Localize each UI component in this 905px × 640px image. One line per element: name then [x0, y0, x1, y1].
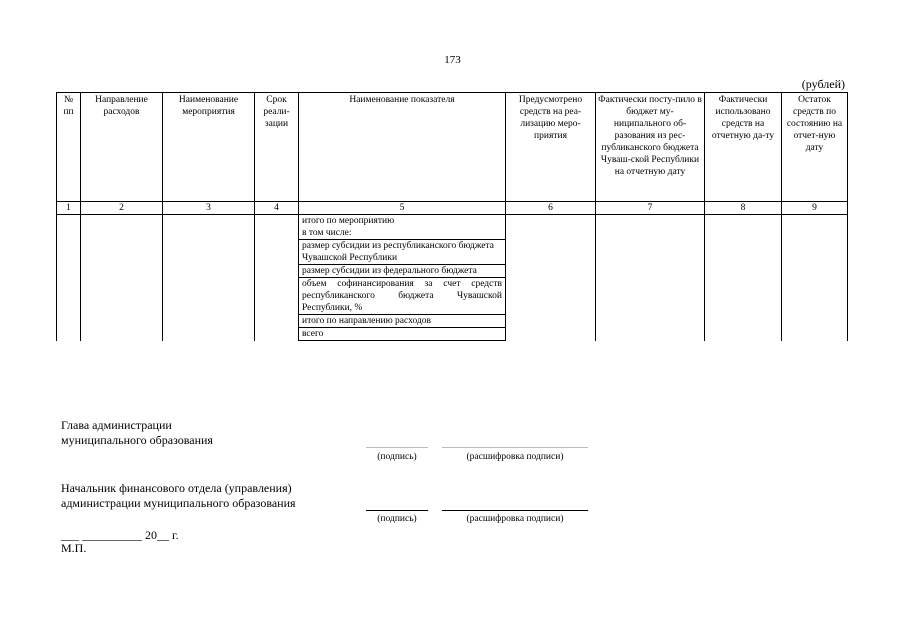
col-header-used: Фактически использовано средств на отчетную да-ту — [705, 93, 782, 202]
decoding-line — [442, 447, 588, 448]
col-number: 6 — [506, 202, 596, 215]
col-header-direction: Направление расходов — [81, 93, 163, 202]
col-header-number: № пп — [57, 93, 81, 202]
header-row — [57, 93, 848, 202]
signature-caption: (подпись) — [377, 452, 417, 462]
finance-title-line2: администрации муниципального образования — [61, 496, 296, 510]
col-number: 8 — [705, 202, 782, 215]
empty-cell — [57, 215, 81, 341]
signature-line — [366, 447, 428, 448]
col-header-planned: Предусмотрено средств на реа-лизацию меро-приятия — [506, 93, 596, 202]
col-number: 4 — [255, 202, 299, 215]
column-number-row — [57, 202, 848, 215]
col-number: 5 — [299, 202, 506, 215]
empty-cell — [596, 215, 705, 341]
indicator-federal-subsidy: размер субсидии из федерального бюджета — [299, 265, 506, 278]
signature-line — [366, 510, 428, 511]
decoding-caption: (расшифровка подписи) — [466, 514, 564, 524]
page-number: 173 — [444, 54, 461, 66]
indicator-total-event: итого по мероприятию — [299, 215, 506, 228]
table-row — [57, 215, 848, 228]
signature-caption: (подпись) — [377, 514, 417, 524]
empty-cell — [163, 215, 255, 341]
finance-title-line1: Начальник финансового отдела (управления) — [61, 481, 292, 495]
finance-title — [61, 481, 296, 511]
indicator-including: в том числе: — [299, 227, 506, 240]
col-number: 9 — [782, 202, 848, 215]
empty-cell — [506, 215, 596, 341]
empty-cell — [81, 215, 163, 341]
stamp-label: М.П. — [61, 541, 87, 555]
col-header-event: Наименование мероприятия — [163, 93, 255, 202]
col-number: 1 — [57, 202, 81, 215]
col-number: 2 — [81, 202, 163, 215]
indicator-republican-subsidy: размер субсидии из республиканского бюджета Чувашской Республики — [299, 240, 506, 265]
col-header-remainder: Остаток средств по состоянию на отчет-ную дату — [782, 93, 848, 202]
col-number: 3 — [163, 202, 255, 215]
decoding-caption: (расшифровка подписи) — [466, 452, 564, 462]
head-title-line1: Глава администрации — [61, 418, 172, 432]
col-header-indicator: Наименование показателя — [299, 93, 506, 202]
decoding-line — [442, 510, 588, 511]
empty-cell — [255, 215, 299, 341]
date-line: ___ __________ 20__ г. — [61, 528, 179, 542]
report-table — [56, 92, 848, 341]
indicator-grand-total: всего — [299, 328, 506, 341]
head-title — [61, 418, 213, 448]
empty-cell — [705, 215, 782, 341]
col-header-term: Срок реали-зации — [255, 93, 299, 202]
col-number: 7 — [596, 202, 705, 215]
empty-cell — [782, 215, 848, 341]
col-header-received: Фактически посту-пило в бюджет му-ниципального об-разования из рес-публиканского бюджета Чуваш-ской Республики на отчетную дату — [596, 93, 705, 202]
currency-unit: (рублей) — [801, 77, 845, 91]
indicator-cofinancing: объем софинансирования за счет средств республиканского бюджета Чувашской Республики, % — [299, 278, 506, 315]
head-title-line2: муниципального образования — [61, 433, 213, 447]
indicator-total-direction: итого по направлению расходов — [299, 315, 506, 328]
